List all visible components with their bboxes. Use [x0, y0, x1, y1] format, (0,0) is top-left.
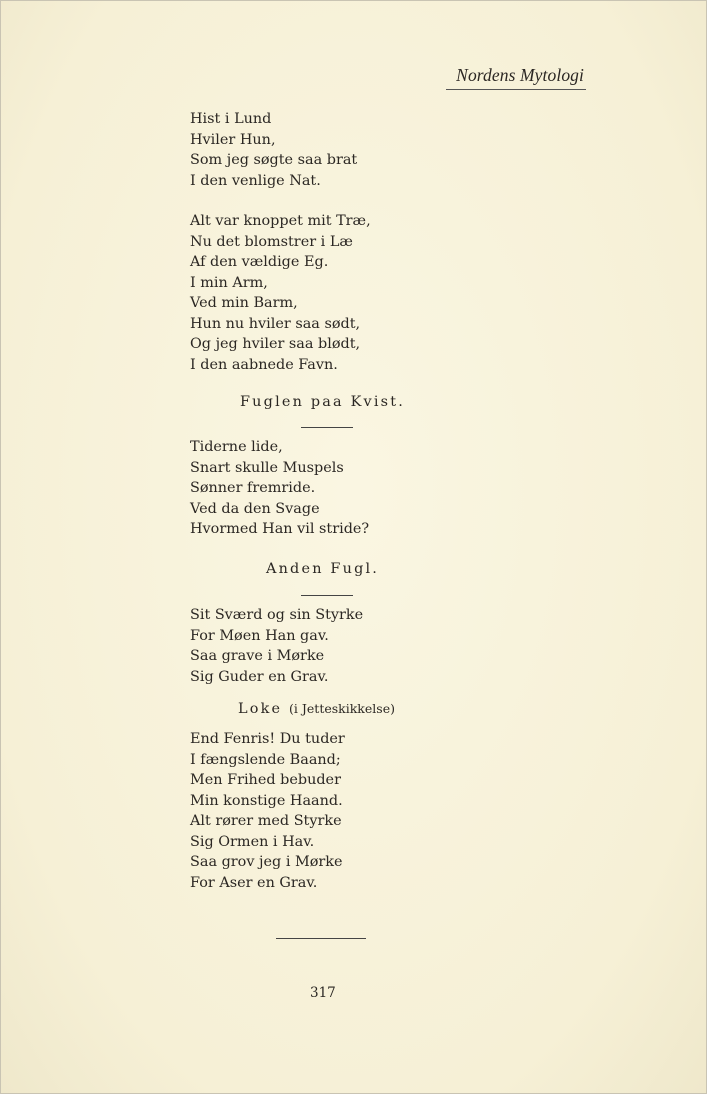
section-heading: Fuglen paa Kvist.: [240, 394, 405, 410]
verse-line: Sig Guder en Grav.: [190, 668, 329, 685]
page-number: 317: [310, 985, 336, 1001]
verse-line: Tiderne lide,: [190, 439, 283, 455]
verse-line: I fængslende Baand;: [190, 751, 341, 768]
verse-line: Hvormed Han vil stride?: [190, 521, 370, 537]
verse-line: Ved min Barm,: [190, 295, 298, 311]
section-rule: [301, 427, 353, 428]
verse-line: Alt rører med Styrke: [190, 813, 342, 829]
verse-line: Sig Ormen i Hav.: [190, 833, 315, 850]
verse-line: I den aabnede Favn.: [190, 356, 338, 373]
verse-line: Hist i Lund: [190, 111, 272, 127]
verse-line: Og jeg hviler saa blødt,: [190, 336, 361, 352]
section-heading: Anden Fugl.: [266, 561, 380, 577]
running-title: Nordens Mytologi: [456, 65, 584, 85]
header-rule: [446, 89, 586, 90]
verse-line: Saa grov jeg i Mørke: [190, 854, 343, 870]
stanza-4: [190, 605, 363, 687]
verse-line: Som jeg søgte saa brat: [190, 152, 358, 168]
stanza-3: [190, 437, 369, 540]
verse-line: End Fenris! Du tuder: [190, 731, 345, 747]
verse-line: Af den vældige Eg.: [190, 254, 329, 270]
verse-line: Ved da den Svage: [190, 500, 320, 517]
verse-line: Nu det blomstrer i Læ: [190, 233, 353, 250]
verse-line: For Møen Han gav.: [190, 627, 329, 644]
speaker-heading: [238, 701, 395, 717]
verse-line: I den venlige Nat.: [190, 172, 321, 189]
stanza-2: [190, 211, 371, 375]
end-rule: [276, 938, 366, 939]
verse-line: For Aser en Grav.: [190, 874, 318, 891]
verse-line: Sønner fremride.: [190, 480, 316, 496]
verse-line: Sit Sværd og sin Styrke: [190, 607, 364, 623]
verse-line: Min konstige Haand.: [190, 792, 343, 809]
verse-line: I min Arm,: [190, 274, 268, 291]
verse-line: Alt var knoppet mit Træ,: [190, 213, 371, 229]
verse-line: Snart skulle Muspels: [190, 459, 344, 476]
verse-line: Saa grave i Mørke: [190, 648, 325, 664]
verse-line: Hun nu hviler saa sødt,: [190, 315, 361, 332]
speaker-name: Loke: [238, 701, 283, 717]
stanza-5: [190, 729, 345, 893]
verse-line: Men Frihed bebuder: [190, 772, 341, 788]
speaker-note: (i Jetteskikkelse): [289, 701, 395, 716]
section-rule: [301, 595, 353, 596]
verse-line: Hviler Hun,: [190, 131, 276, 148]
stanza-1: [190, 109, 357, 191]
